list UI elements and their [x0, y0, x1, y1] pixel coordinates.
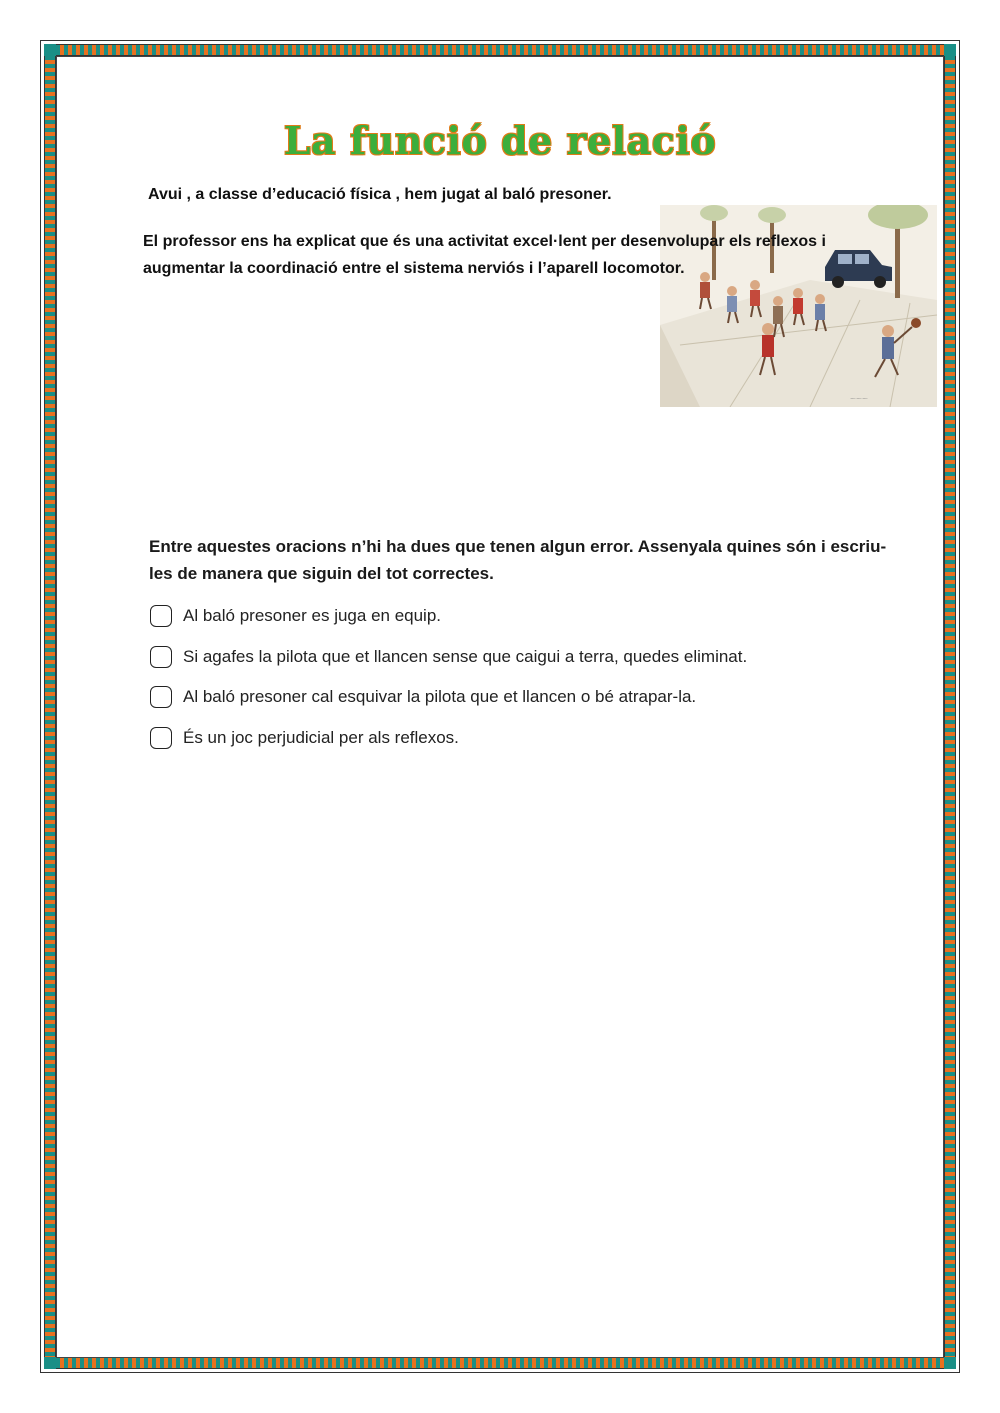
checkbox-option-1[interactable]	[150, 605, 172, 627]
option-item	[150, 637, 870, 678]
option-item	[150, 677, 870, 718]
border-corner	[44, 44, 56, 56]
border-bottom-strip	[44, 1357, 956, 1369]
explanation-paragraph: El professor ens ha explicat que és una activitat excel·lent per desenvolupar els reflexos i augmentar la coordinació entre el sistema nerviós i l’aparell locomotor.	[143, 233, 826, 277]
checkbox-option-3[interactable]	[150, 686, 172, 708]
checkbox-option-4[interactable]	[150, 727, 172, 749]
border-left-strip	[44, 44, 56, 1369]
border-corner	[944, 1357, 956, 1369]
option-item	[150, 596, 870, 637]
border-corner	[44, 1357, 56, 1369]
option-label: Si agafes la pilota que et llancen sense que caigui a terra, quedes eliminat.	[183, 646, 748, 666]
border-corner	[944, 44, 956, 56]
page-title: La funció de relació	[283, 118, 717, 163]
intro-text: Avui , a classe d’educació física , hem jugat al baló presoner.	[148, 186, 612, 203]
svg-text:～～～: ～～～	[850, 396, 869, 403]
exercise-question: Entre aquestes oracions n’hi ha dues que tenen algun error. Assenyala quines són i escriu-les de manera que siguin del tot correctes.	[149, 537, 887, 583]
options-list	[150, 596, 870, 758]
border-right-strip	[944, 44, 956, 1369]
border-top-strip	[44, 44, 956, 56]
checkbox-option-2[interactable]	[150, 646, 172, 668]
option-item	[150, 718, 870, 759]
option-label: Al baló presoner es juga en equip.	[183, 606, 442, 626]
option-label: És un joc perjudicial per als reflexos.	[183, 727, 459, 747]
option-label: Al baló presoner cal esquivar la pilota que et llancen o bé atrapar-la.	[183, 687, 697, 707]
